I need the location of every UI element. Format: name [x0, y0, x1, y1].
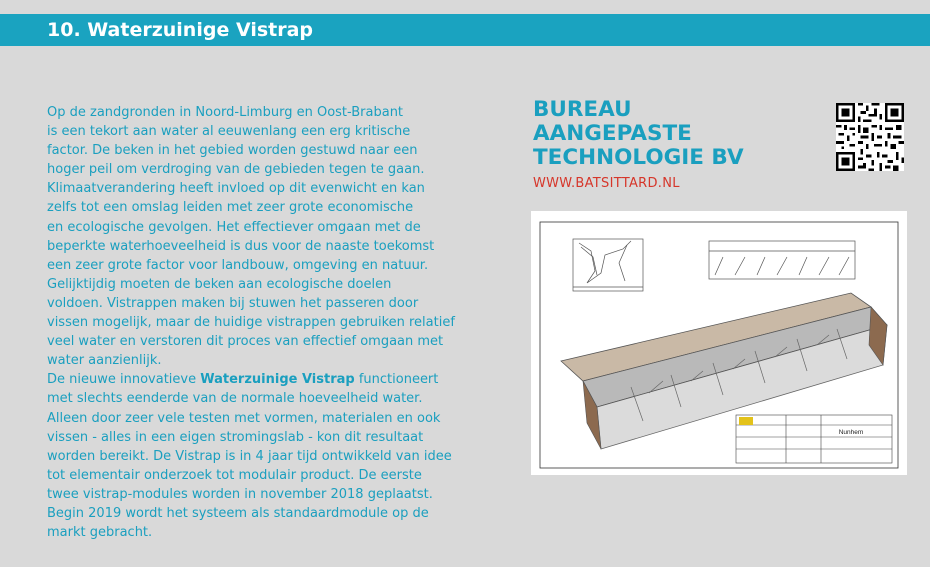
qr-code-icon [836, 103, 904, 171]
article-line: factor. De beken in het gebied worden gestuwd naar een [47, 143, 418, 159]
product-name: Waterzuinige Vistrap [200, 372, 355, 388]
article-line: hoger peil om verdroging van de gebieden tegen te gaan. [47, 162, 425, 178]
article-line: met slechts eenderde van de normale hoeveelheid water. [47, 391, 423, 407]
article-line: veel water en verstoren dit proces van effectief omgaan met [47, 334, 444, 350]
page-title: 10. Waterzuinige Vistrap [47, 19, 314, 41]
article-line: Begin 2019 wordt het systeem als standaardmodule op de [47, 505, 429, 521]
article-line: twee vistrap-modules worden in november 2018 geplaatst. [47, 486, 433, 502]
article-line: vissen - alles in een eigen stromingslab - kon dit resultaat [47, 429, 424, 445]
article-line: zelfs tot een omslag leiden met zeer grote economische [47, 200, 414, 216]
article-line: beperkte waterhoeveelheid is dus voor de naaste toekomst [47, 238, 435, 254]
project-label: Nunhem [838, 429, 864, 436]
article-line: tot elementair onderzoek tot modulair product. De eerste [47, 467, 422, 483]
article-line: markt gebracht. [47, 525, 153, 541]
article-line: en ecologische gevolgen. Het effectiever omgaan met de [47, 219, 421, 235]
company-name-line: AANGEPASTE [533, 121, 692, 146]
article-line: Op de zandgronden in Noord-Limburg en Oost-Brabant [47, 105, 404, 120]
article-line: worden bereikt. De Vistrap is in 4 jaar tijd ontwikkeld van idee [47, 448, 452, 464]
article-line: Alleen door zeer vele testen met vormen, materialen en ook [47, 410, 441, 426]
highlight-prefix: De nieuwe innovatieve [47, 372, 201, 388]
technical-drawing [531, 211, 907, 475]
website-link[interactable]: WWW.BATSITTARD.NL [533, 176, 680, 191]
article-line: een zeer grote factor voor landbouw, omgeving en natuur. [47, 257, 429, 273]
company-name [533, 98, 744, 170]
highlight-line [47, 370, 467, 389]
article-line: water aanzienlijk. [47, 353, 162, 369]
highlight-suffix: functioneert [354, 372, 439, 388]
company-name-line: TECHNOLOGIE BV [533, 145, 744, 170]
article-text [47, 103, 467, 542]
article-line: voldoen. Vistrappen maken bij stuwen het passeren door [47, 295, 419, 311]
article-line: vissen mogelijk, maar de huidige vistrappen gebruiken relatief [47, 315, 455, 331]
article-line: Gelijktijdig moeten de beken aan ecologische doelen [47, 276, 392, 292]
header-bar [0, 14, 930, 46]
article-line: Klimaatverandering heeft invloed op dit evenwicht en kan [47, 181, 425, 197]
article-line: is een tekort aan water al eeuwenlang een erg kritische [47, 124, 411, 140]
company-name-line: BUREAU [533, 97, 632, 122]
